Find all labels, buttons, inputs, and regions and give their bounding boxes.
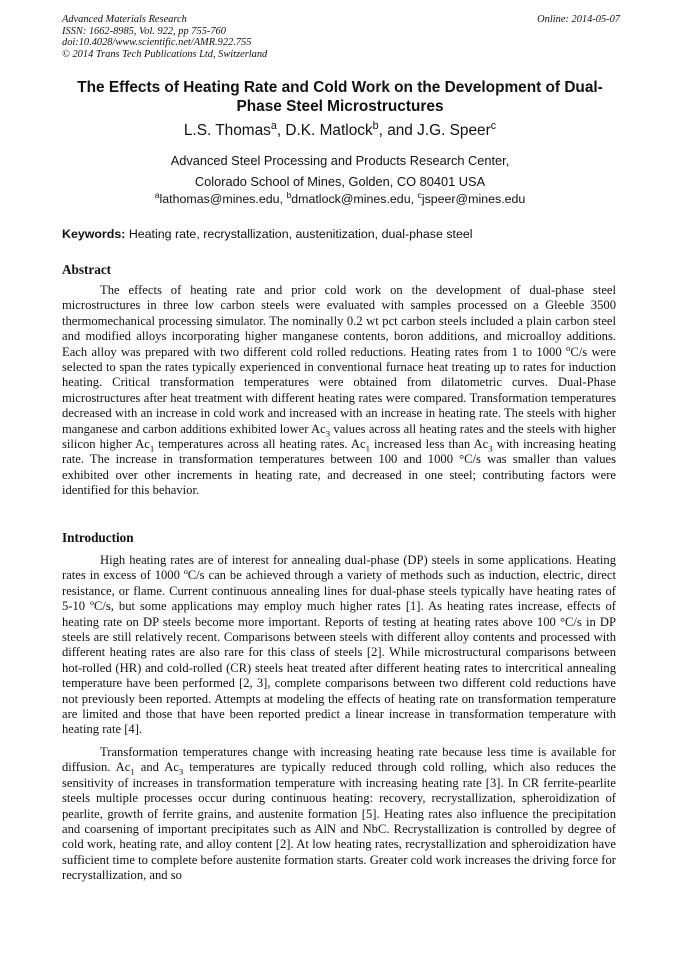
doi-line: doi:10.4028/www.scientific.net/AMR.922.755 bbox=[62, 37, 252, 49]
copyright-line: © 2014 Trans Tech Publications Ltd, Switzerland bbox=[62, 48, 268, 60]
text-run: The effects of heating rate and prior cold work on the development of dual-phase steel microstructures in three low carbon steels were evaluated with samples processed on a Gleeble 3500 thermomechanical processing simulator. The nominally 0.2 wt pct carbon steels included a plain carbon steel and modified alloys incorporating higher manganese contents, boron additions, and microalloy additions. Each alloy was prepared with two different cold rolled reductions. Heating rates from 1 to 1000 bbox=[62, 283, 616, 359]
issn-line: ISSN: 1662-8985, Vol. 922, pp 755-760 bbox=[62, 25, 226, 37]
subscript: 1 bbox=[130, 766, 135, 777]
intro-paragraph-2 bbox=[62, 745, 616, 884]
subscript: 3 bbox=[325, 428, 331, 439]
introduction-heading: Introduction bbox=[62, 530, 134, 545]
publication-meta bbox=[62, 14, 267, 60]
introduction-body bbox=[62, 553, 616, 884]
paper-title: The Effects of Heating Rate and Cold Work on the Development of Dual-Phase Steel Microstructures bbox=[77, 79, 603, 115]
keywords bbox=[62, 227, 622, 241]
journal-name: Advanced Materials Research bbox=[62, 14, 187, 25]
affiliation-line-2: Colorado School of Mines, Golden, CO 80401 USA bbox=[194, 174, 486, 189]
abstract-heading: Abstract bbox=[62, 262, 112, 277]
intro-paragraph-1 bbox=[62, 553, 616, 738]
affiliation-line-1: Advanced Steel Processing and Products Research Center, bbox=[170, 153, 510, 168]
affiliation bbox=[60, 150, 620, 192]
text-run: values across all heating rates and the steels with higher silicon higher Ac bbox=[62, 421, 616, 452]
online-date: Online: 2014-05-07 bbox=[537, 14, 620, 25]
author-2: D.K. Matlock$^b$, and bbox=[285, 119, 418, 139]
author-3: J.G. Speer$^c$ bbox=[417, 119, 497, 139]
text-run: with increasing heating rate. The increase in transformation temperatures between 100 and 1000 °C/s was smaller than values exhibited over other increments in heating rate, and decreased in one steel; contributing factors were identified for this behavior. bbox=[62, 437, 616, 498]
abstract-paragraph bbox=[62, 283, 616, 499]
superscript: o bbox=[565, 342, 571, 353]
author-emails bbox=[60, 189, 620, 206]
text-run: temperatures across all heating rates. Ac bbox=[154, 437, 366, 452]
subscript: 3 bbox=[488, 443, 493, 454]
text-run: Transformation temperatures change with increasing heating rate because less time is available for diffusion. Ac bbox=[62, 744, 616, 775]
keywords-text: Heating rate, recrystallization, austenitization, dual-phase steel bbox=[128, 227, 473, 241]
text-run: increased less than Ac bbox=[369, 437, 489, 452]
text-run: and Ac bbox=[134, 760, 179, 775]
email-2[interactable]: $^b$dmatlock@mines.edu, bbox=[286, 189, 418, 206]
keywords-label: Keywords: bbox=[62, 227, 126, 241]
text-run: High heating rates are of interest for annealing dual-phase (DP) steels in some applications. Heating rates in excess of 1000 ºC/s can be achieved through a variety of methods such as induction, electric, direct resistance, or flame. Current continuous annealing lines for dual-phase steels typically have heating rates of 5-10 ºC/s, but some applications may employ much higher rates [1]. As heating rates increase, effects of heating rate on DP steels become more important. Reports of testing at heating rates above 100 °C/s in DP steels are still relatively recent. Comparisons between steels with different alloy contents and processed with different heating rates are also rare for this class of steels [2]. While microstructural comparisons between hot-rolled (HR) and cold-rolled (CR) steels heat treated after different heating rates to intercritical annealing temperature have been performed [2, 3], complete comparisons between two different cold reductions have not previously been reported. Attempts at modeling the effects of heating rate on transformation temperature are limited and those that have been reported predict a linear increase in transformation temperature with heating rate [4]. bbox=[62, 553, 616, 737]
text-run: temperatures are typically reduced through cold rolling, which also reduces the sensitivity of increases in transformation temperature with increasing heating rate [3]. In CR ferrite-pearlite steels multiple processes occur during continuous heating: recovery, recrystallization, spheroidization of pearlite, growth of ferrite grains, and austenite formation [5]. Heating rates also influence the precipitation and coarsening of important precipitates such as AlN and NbC. Recrystallization is controlled by degree of cold work, heating rate, and alloy content [2]. At low heating rates, recrystallization and spheroidization have sufficient time to complete before austenite formation starts. Greater cold work increases the driving force for recrystallization, and so bbox=[62, 760, 616, 883]
email-3[interactable]: $^c$jspeer@mines.edu bbox=[417, 189, 526, 206]
subscript: 1 bbox=[149, 443, 155, 454]
author-list bbox=[60, 119, 620, 140]
subscript: 1 bbox=[365, 443, 370, 454]
abstract-body bbox=[62, 283, 616, 499]
email-1[interactable]: $^a$lathomas@mines.edu, bbox=[154, 189, 287, 206]
author-1: L.S. Thomas$^a$, bbox=[183, 119, 286, 139]
subscript: 3 bbox=[178, 766, 184, 777]
text-run: C/s were selected to span the rates typically experienced in conventional furnace heat treating up to rates for induction heating. Critical transformation temperatures were obtained from dilatometric curves. Dual-Phase microstructures after heat treatment with different heating rates were compared. Transformation temperatures decreased with an increase in cold work and increased with an increase in heating rate. The steels with higher manganese and carbon additions exhibited lower Ac bbox=[62, 344, 616, 436]
